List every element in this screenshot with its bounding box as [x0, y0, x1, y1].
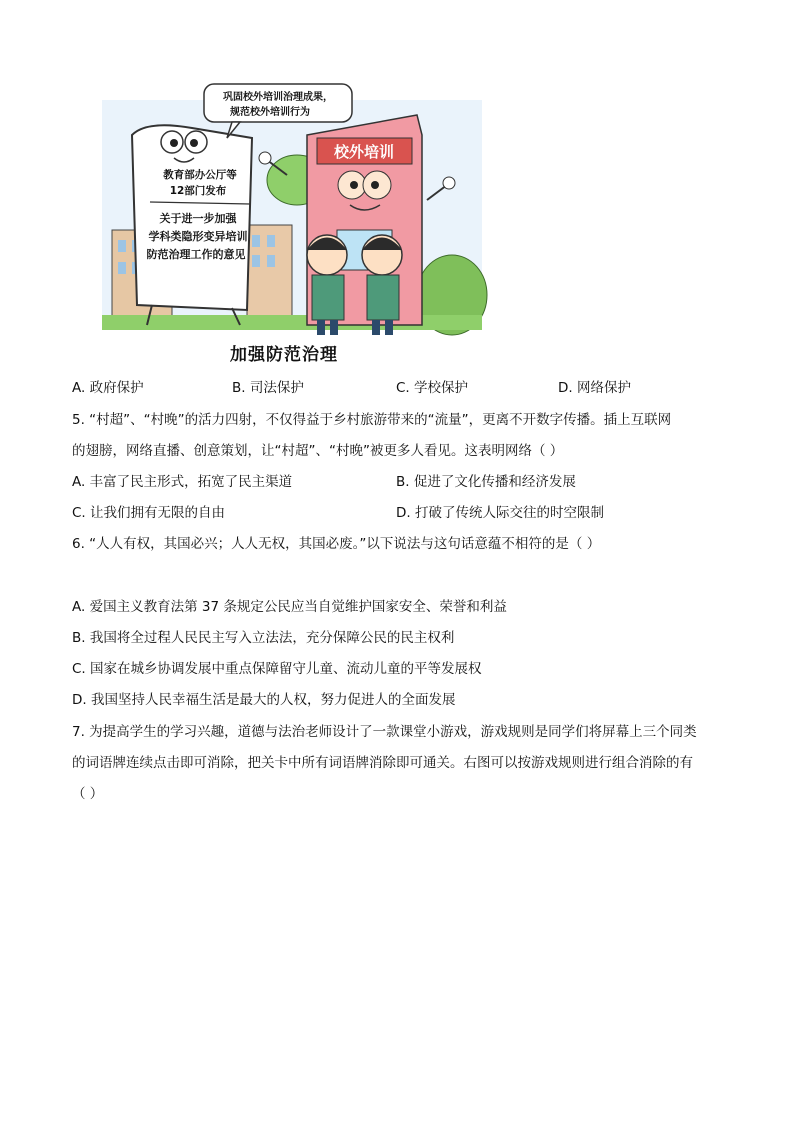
q4-option-a: A. 政府保护 [72, 380, 144, 396]
q6-option-a: A. 爱国主义教育法第 37 条规定公民应当自觉维护国家安全、荣誉和利益 [72, 599, 507, 615]
document-line: 关于进一步加强 [159, 212, 237, 225]
document-line: 防范治理工作的意见 [146, 248, 246, 261]
q5-stem-line: 5. “村超”、“村晚”的活力四射，不仅得益于乡村旅游带来的“流量”，更离不开数字传播。插上互联网 [72, 412, 672, 428]
q5-option-a: A. 丰富了民主形式，拓宽了民主渠道 [72, 474, 293, 490]
q6-stem: 6. “人人有权，其国必兴；人人无权，其国必废。”以下说法与这句话意蕴不相符的是（ ） [72, 536, 601, 552]
q5-option-c: C. 让我们拥有无限的自由 [72, 505, 226, 521]
document-line: 教育部办公厅等 [163, 169, 237, 181]
q7-stem-line: 的词语牌连续点击即可消除，把关卡中所有词语牌消除即可通关。右图可以按游戏规则进行组合消除的有 [72, 755, 693, 771]
q4-option-d: D. 网络保护 [558, 380, 631, 396]
q5-option-b: B. 促进了文化传播和经济发展 [396, 474, 576, 490]
building-sign: 校外培训 [333, 143, 395, 161]
q4-option-b: B. 司法保护 [232, 380, 304, 396]
cartoon-illustration [92, 80, 494, 370]
q7-stem-line: 7. 为提高学生的学习兴趣，道德与法治老师设计了一款课堂小游戏，游戏规则是同学们将屏幕上三个同类 [72, 724, 697, 740]
q5-stem-line: 的翅膀，网络直播、创意策划，让“村超”、“村晚”被更多人看见。这表明网络（ ） [72, 443, 564, 459]
q4-option-c: C. 学校保护 [396, 380, 469, 396]
q6-option-d: D. 我国坚持人民幸福生活是最大的人权，努力促进人的全面发展 [72, 692, 456, 708]
q7-stem-line: （ ） [72, 786, 104, 802]
q6-option-c: C. 国家在城乡协调发展中重点保障留守儿童、流动儿童的平等发展权 [72, 661, 482, 677]
document-line: 学科类隐形变异培训 [148, 230, 248, 243]
q5-option-d: D. 打破了传统人际交往的时空限制 [396, 505, 604, 521]
speech-bubble-line: 巩固校外培训治理成果， [223, 92, 333, 103]
q6-option-b: B. 我国将全过程人民民主写入立法法，充分保障公民的民主权利 [72, 630, 455, 646]
illustration-caption: 加强防范治理 [230, 345, 338, 365]
grass [102, 315, 482, 330]
document-line: 12部门发布 [169, 185, 227, 197]
speech-bubble-line: 规范校外培训行为 [230, 107, 310, 118]
